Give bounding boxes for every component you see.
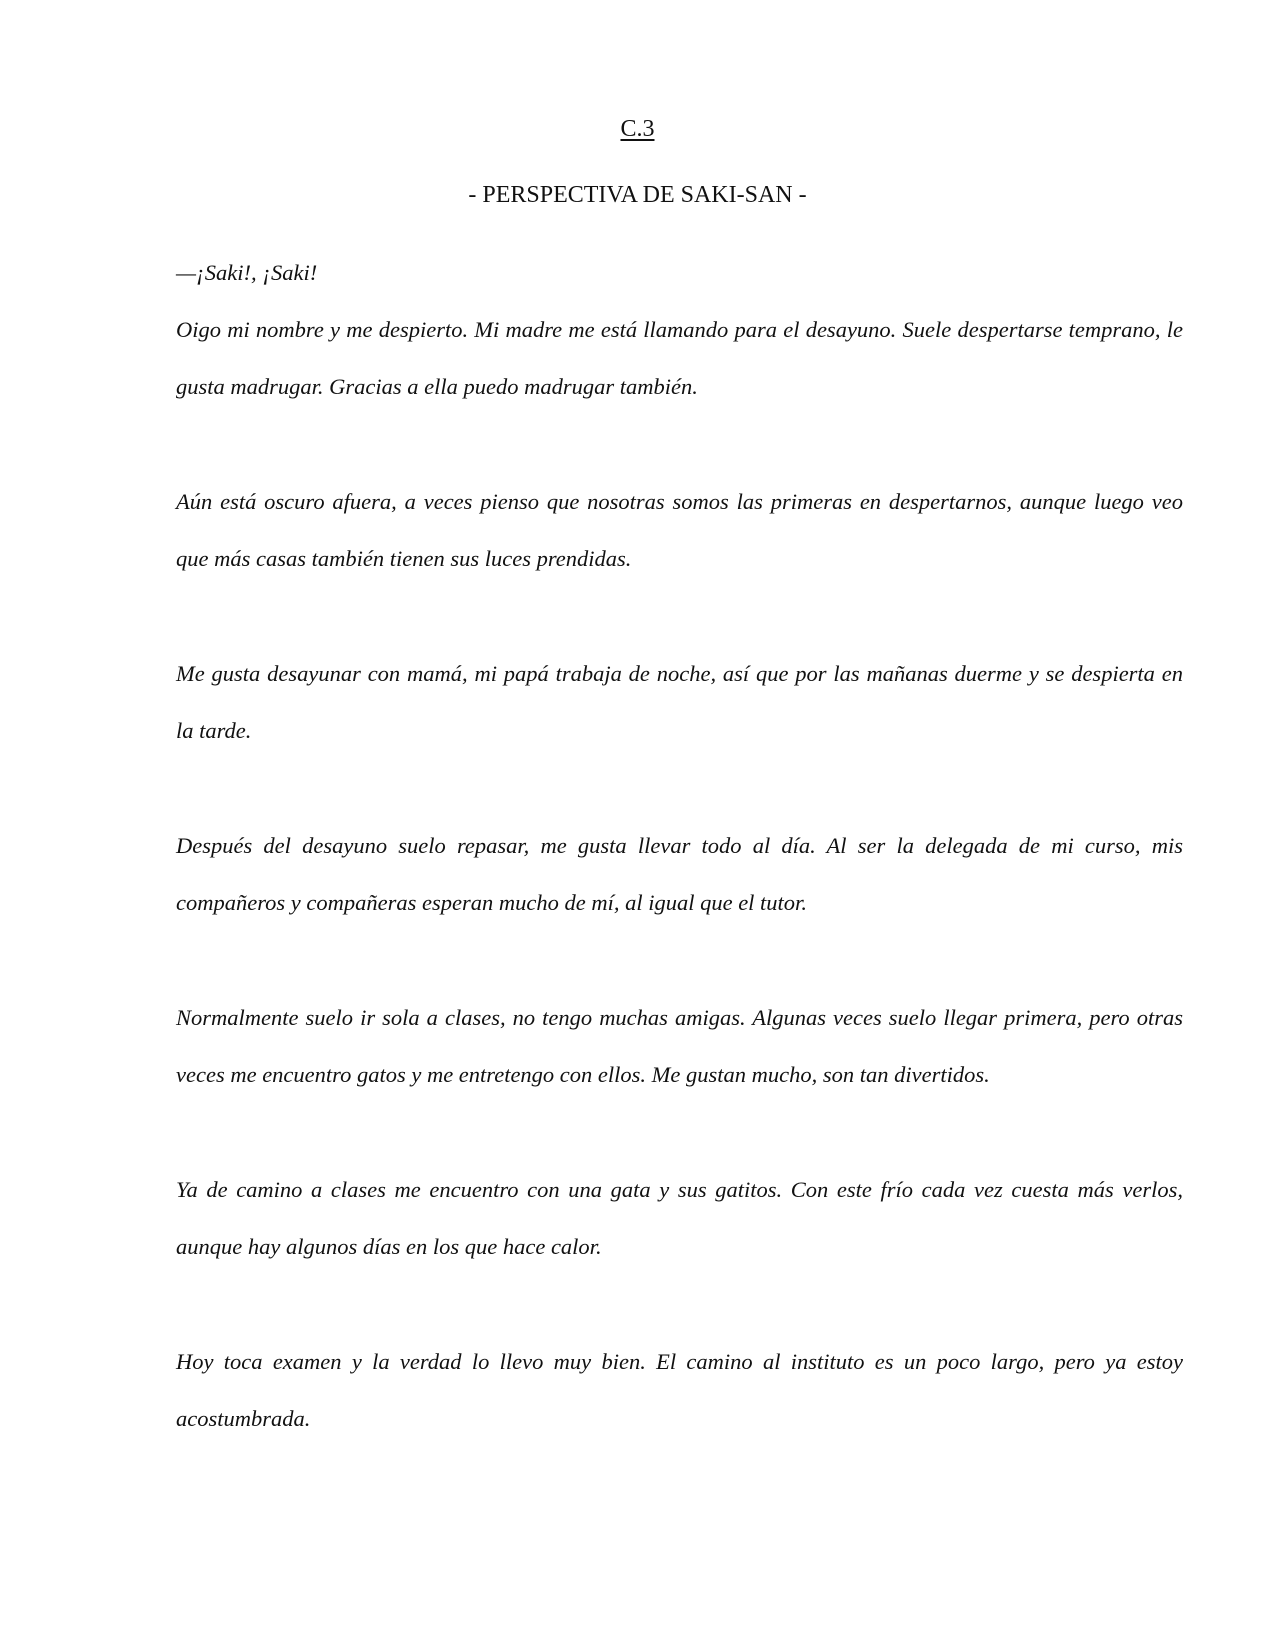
paragraph: Después del desayuno suelo repasar, me gusta llevar todo al día. Al ser la delegada de mi curso, mis compañeros y compañeras esperan mucho de mí, al igual que el tutor.	[176, 833, 1183, 915]
chapter-heading: C.3	[620, 116, 655, 142]
paragraph: Me gusta desayunar con mamá, mi papá trabaja de noche, así que por las mañanas duerme y se despierta en la tarde.	[176, 661, 1183, 743]
document-body	[176, 244, 1183, 1447]
paragraph: Normalmente suelo ir sola a clases, no tengo muchas amigas. Algunas veces suelo llegar primera, pero otras veces me encuentro gatos y me entretengo con ellos. Me gustan mucho, son tan divertidos.	[176, 1005, 1183, 1087]
paragraph: Hoy toca examen y la verdad lo llevo muy bien. El camino al instituto es un poco largo, pero ya estoy acostumbrada.	[176, 1349, 1183, 1431]
chapter-subtitle: - PERSPECTIVA DE SAKI-SAN -	[468, 182, 807, 208]
paragraph: Ya de camino a clases me encuentro con una gata y sus gatitos. Con este frío cada vez cuesta más verlos, aunque hay algunos días en los que hace calor.	[176, 1177, 1183, 1259]
paragraph: Aún está oscuro afuera, a veces pienso que nosotras somos las primeras en despertarnos, aunque luego veo que más casas también tienen sus luces prendidas.	[176, 489, 1183, 571]
paragraph: Oigo mi nombre y me despierto. Mi madre me está llamando para el desayuno. Suele despertarse temprano, le gusta madrugar. Gracias a ella puedo madrugar también.	[176, 317, 1183, 399]
paragraph-dialogue: —¡Saki!, ¡Saki!	[176, 260, 318, 285]
